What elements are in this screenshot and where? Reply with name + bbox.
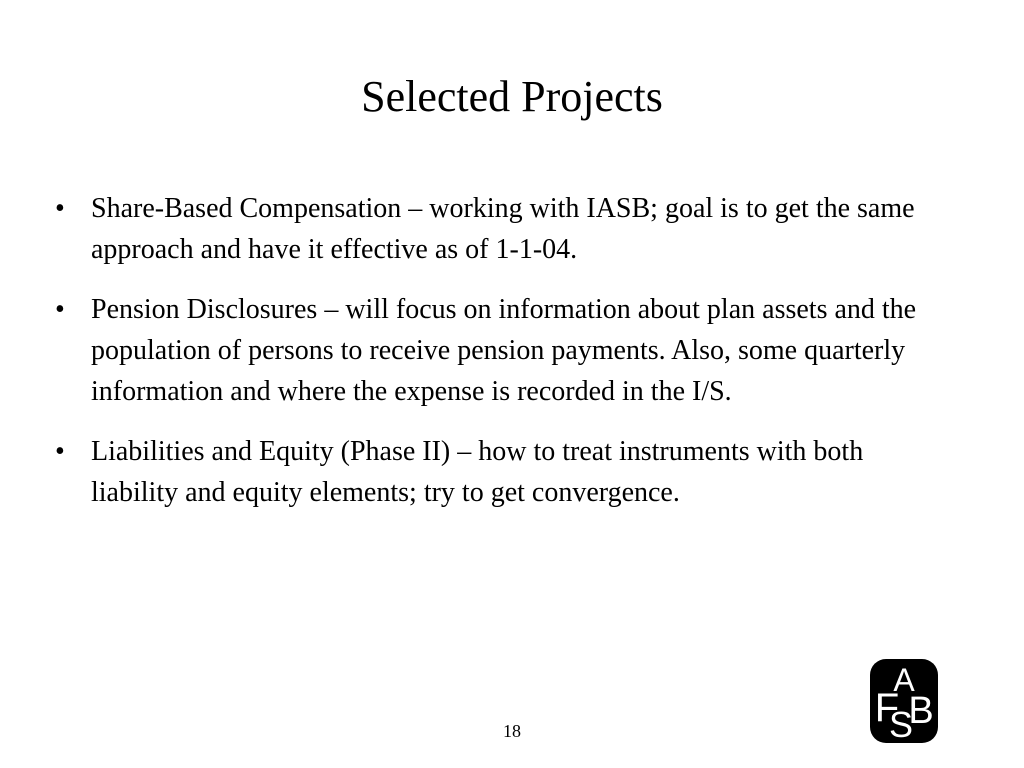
slide-title: Selected Projects — [361, 72, 663, 121]
bullet-item-pension-disclosures — [55, 289, 935, 412]
fasb-logo-icon — [868, 657, 940, 745]
bullet-text: Liabilities and Equity (Phase II) – how to treat instruments with both liability and equity elements; try to get convergence. — [91, 436, 864, 508]
logo-letter-s: S — [888, 704, 914, 745]
bullet-marker: • — [55, 193, 65, 224]
bullet-marker: • — [55, 436, 65, 467]
bullet-text: Pension Disclosures – will focus on information about plan assets and the population of persons to receive pension payments. Also, some quarterly information and where the expense is recorded in the I/S. — [91, 294, 917, 407]
bullet-item-share-based-compensation — [55, 188, 935, 270]
logo-letter-a: A — [893, 662, 915, 698]
bullet-marker: • — [55, 294, 65, 325]
bullet-text: Share-Based Compensation – working with IASB; goal is to get the same approach and have it effective as of 1-1-04. — [91, 193, 915, 265]
logo-letter-b: B — [908, 690, 934, 732]
page-number: 18 — [503, 721, 521, 741]
bullet-item-liabilities-and-equity — [55, 431, 935, 513]
bullet-list — [55, 188, 935, 532]
logo-letter-f: F — [874, 686, 900, 730]
